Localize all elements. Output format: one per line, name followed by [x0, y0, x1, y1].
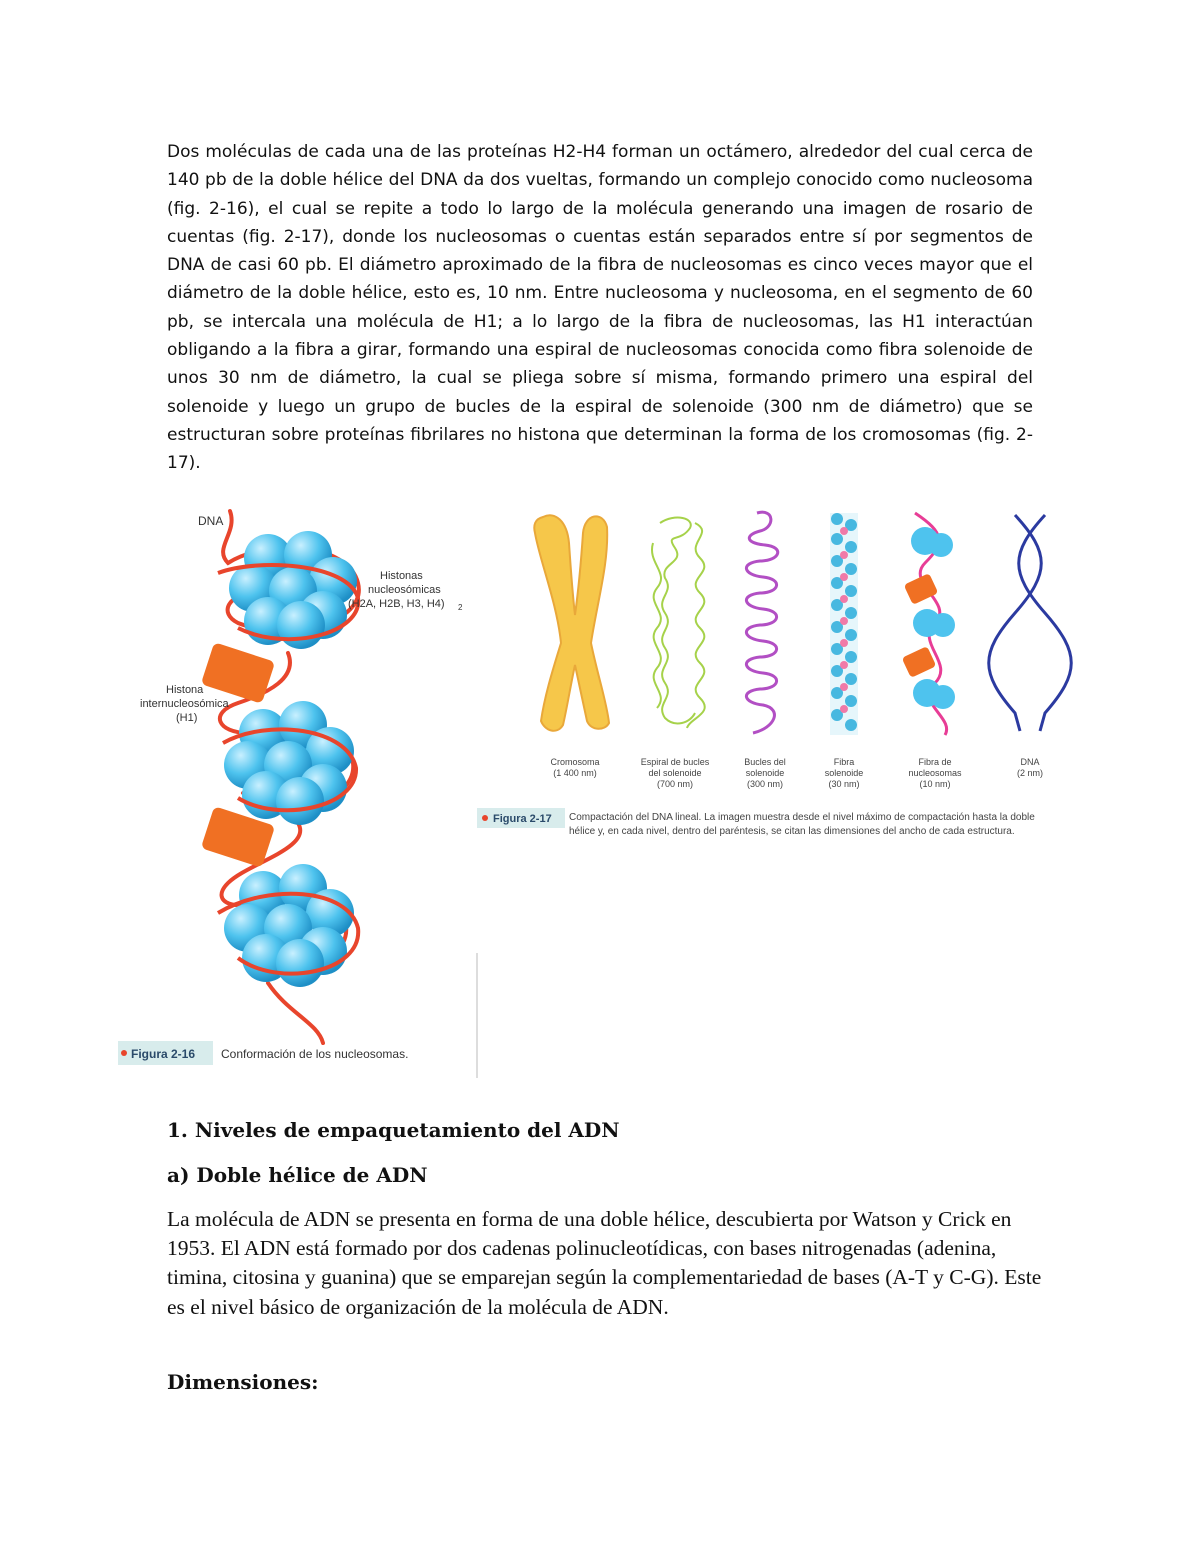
- panel-size-solenoid: (30 nm): [828, 779, 860, 789]
- chromosome-shape: [534, 515, 609, 731]
- panel-label-solenoid-2: solenoide: [824, 768, 864, 778]
- section-heading: 1. Niveles de empaquetamiento del ADN: [167, 1118, 620, 1142]
- figure-2-17: [475, 503, 1105, 848]
- body-paragraph: La molécula de ADN se presenta en forma de una doble hélice, descubierta por Watson y Crick en 1953. El ADN está formado por dos cadenas polinucleotídicas, con bases nitrogenadas (adenina, timina, citosina y guanina) que se emparejan según la complementariedad de bases (A-T y C-G). Este es el nivel básico de organización de la molécula de ADN.: [167, 1207, 1042, 1319]
- panel-label-loop-spiral-2: del solenoide: [648, 768, 702, 778]
- solenoid-loops: [652, 518, 705, 728]
- panel-label-chromosome: Cromosoma: [550, 757, 600, 767]
- panel-size-loop-spiral: (700 nm): [656, 779, 694, 789]
- dimensions-heading: Dimensiones:: [167, 1370, 319, 1394]
- caption-text: Conformación de los nucleosomas.: [221, 1047, 409, 1061]
- nucleosome-2: [224, 701, 354, 825]
- label-dna: DNA: [198, 514, 224, 528]
- solenoid-fiber: [830, 513, 858, 735]
- panel-label-loop-spiral-1: Espiral de bucles: [640, 757, 710, 767]
- label-h1-3: (H1): [176, 712, 198, 724]
- loops-300nm: [746, 512, 777, 733]
- caption-line-1: Compactación del DNA lineal. La imagen muestra desde el nivel máximo de compactación hasta la doble: [569, 812, 1035, 823]
- panel-size-loops: (300 nm): [746, 779, 784, 789]
- panel-size-chromosome: (1 400 nm): [553, 768, 597, 778]
- intro-paragraph: Dos moléculas de cada una de las proteínas H2-H4 forman un octámero, alrededor del cual cerca de 140 pb de la doble hélice del DNA da dos vueltas, formando un complejo conocido como nucleosoma (fig. 2-16), el cual se repite a todo lo largo de la molécula generando una imagen de rosario de cuentas (fig. 2-17), donde los nucleosomas o cuentas están separados entre sí por segmentos de DNA de casi 60 pb. El diámetro aproximado de la fibra de nucleosomas es cinco veces mayor que el diámetro de la doble hélice, esto es, 10 nm. Entre nucleosoma y nucleosoma, en el segmento de 60 pb, se intercala una molécula de H1; a lo largo de la fibra de nucleosomas, las H1 interactúan obligando a la fibra a girar, formando una espiral de nucleosomas conocida como fibra solenoide de unos 30 nm de diámetro, la cual se pliega sobre sí misma, formando primero una espiral del solenoide y luego un grupo de bucles de la espiral de solenoide (300 nm de diámetro) que se estructuran sobre proteínas fibrilares no histona que determinan la forma de los cromosomas (fig. 2-17).: [167, 142, 1033, 474]
- panel-label-solenoid-1: Fibra: [833, 757, 855, 767]
- figure-2-16: [118, 503, 478, 1078]
- label-h1-2: internucleosómica: [140, 698, 229, 710]
- caption-tag: Figura 2-16: [131, 1047, 196, 1061]
- label-histones-1: Histonas: [380, 570, 423, 582]
- panel-label-nucleosome-fiber-1: Fibra de: [918, 757, 952, 767]
- label-histones-3: (H2A, H2B, H3, H4): [348, 598, 445, 610]
- subsection-heading: a) Doble hélice de ADN: [167, 1163, 428, 1187]
- nucleosome-fiber: [902, 513, 955, 735]
- caption-line-2: hélice y, en cada nivel, dentro del paréntesis, se citan las dimensiones del ancho de cada estructura.: [569, 826, 1015, 837]
- panel-size-nucleosome-fiber: (10 nm): [919, 779, 951, 789]
- h1-histone-1: [201, 642, 275, 704]
- panel-label-dna: DNA: [1020, 757, 1040, 767]
- nucleosome-3: [224, 864, 354, 987]
- dna-double-helix: [989, 515, 1072, 731]
- panel-label-loops-1: Bucles del: [744, 757, 786, 767]
- panel-label-loops-2: solenoide: [745, 768, 785, 778]
- label-histones-sub: 2: [458, 603, 463, 612]
- caption-tag-17: Figura 2-17: [493, 813, 552, 825]
- label-histones-2: nucleosómicas: [368, 584, 441, 596]
- panel-size-dna: (2 nm): [1016, 768, 1044, 778]
- panel-label-nucleosome-fiber-2: nucleosomas: [908, 768, 962, 778]
- label-h1-1: Histona: [166, 684, 204, 696]
